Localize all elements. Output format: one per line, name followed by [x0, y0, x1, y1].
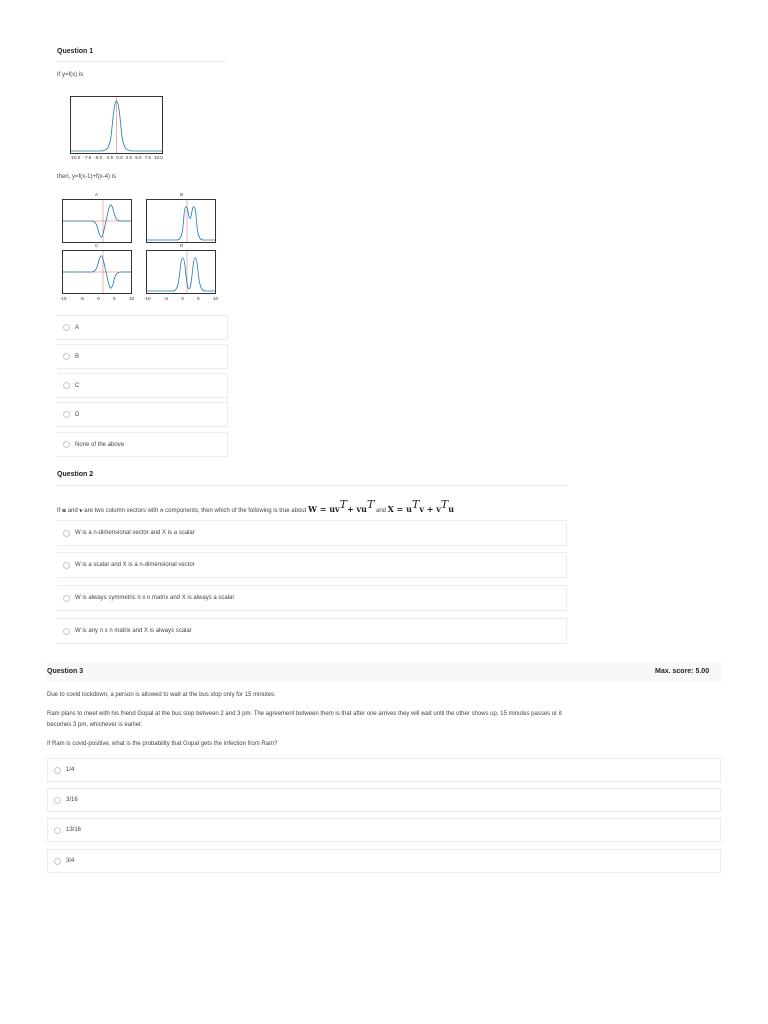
- prompt-text: and: [375, 508, 386, 514]
- plot-label-a: A: [95, 192, 99, 197]
- plot-label-d: D: [180, 243, 184, 248]
- tick-label: 10.0: [154, 155, 163, 160]
- radio-icon[interactable]: [63, 562, 70, 569]
- question-3-para-2a: Ram plans to meet with his friend Gopal at the bus stop between 2 and 3 pm. The agreement between them is that after one arrives they will wait until the other shows up, 15 minutes passes or it: [47, 711, 562, 717]
- option-label: A: [75, 324, 80, 331]
- option-label: W is a scalar and X is a n-dimensional vector: [75, 562, 195, 568]
- max-score: Max. score: 5.00: [655, 668, 710, 675]
- radio-icon[interactable]: [63, 382, 70, 389]
- question-2-title: Question 2: [57, 471, 94, 478]
- prompt-text: are two column vectors with: [84, 508, 159, 514]
- math-text: W = uv: [307, 504, 340, 514]
- math-text: X = u: [387, 504, 412, 514]
- radio-icon[interactable]: [63, 441, 70, 448]
- plot-b-curve: [147, 207, 215, 240]
- option-label: 13/16: [66, 827, 82, 833]
- tick-label: 0: [97, 296, 100, 301]
- tick-label: 2.5: [125, 155, 133, 160]
- plot-d-curve: [147, 258, 215, 291]
- question-2-prompt: [57, 495, 454, 521]
- option-label: W is always symmetric n x n matrix and X is always a scalar: [75, 595, 235, 601]
- q1-option-d[interactable]: [57, 402, 228, 427]
- option-label: B: [75, 353, 80, 360]
- q1-option-a[interactable]: [57, 315, 228, 340]
- plot-a: [62, 199, 132, 243]
- plot-c-x-ticks: [60, 296, 134, 301]
- tick-label: -5: [163, 296, 168, 301]
- tick-label: 10: [128, 296, 134, 301]
- option-label: C: [75, 382, 80, 389]
- tick-label: 5.0: [135, 155, 142, 160]
- q3-option-1[interactable]: [47, 758, 721, 782]
- radio-icon[interactable]: [63, 324, 70, 331]
- question-1-then: then, y=f(x-1)+f(x-4) is: [57, 174, 117, 180]
- math-text: v + v: [419, 504, 441, 514]
- tick-label: -10: [144, 296, 151, 301]
- math-v: v: [79, 508, 83, 514]
- divider: [57, 485, 567, 486]
- option-label: 3/4: [66, 858, 75, 864]
- radio-icon[interactable]: [63, 530, 70, 537]
- q1-option-b[interactable]: [57, 344, 228, 369]
- math-u: u: [62, 508, 67, 514]
- prompt-text: If: [57, 508, 61, 514]
- prompt-text: components, then which of the following is true about: [165, 508, 307, 514]
- q1-option-none[interactable]: [57, 432, 228, 457]
- plot-b: [146, 199, 216, 243]
- question-3-para-1: Due to covid lockdown, a person is allowed to wait at the bus stop only for 15 minutes.: [47, 692, 276, 698]
- question-3-title: Question 3: [47, 668, 84, 675]
- option-label: None of the above: [75, 441, 125, 448]
- q2-option-2[interactable]: [57, 552, 567, 578]
- q3-option-2[interactable]: [47, 788, 721, 812]
- tick-label: -10: [60, 296, 67, 301]
- radio-icon[interactable]: [63, 411, 70, 418]
- plot-d-x-ticks: [144, 296, 218, 301]
- divider: [57, 61, 227, 62]
- option-label: 1/4: [66, 767, 75, 773]
- option-label: D: [75, 411, 80, 418]
- radio-icon[interactable]: [54, 767, 61, 774]
- q2-option-4[interactable]: [57, 618, 567, 644]
- option-label: W is a n-dimensional vector and X is a scalar: [75, 530, 195, 536]
- tick-label: 0.0: [116, 155, 123, 160]
- radio-icon[interactable]: [63, 628, 70, 635]
- radio-icon[interactable]: [54, 797, 61, 804]
- fx-x-ticks: [70, 155, 163, 160]
- tick-label: 0: [181, 296, 184, 301]
- plot-label-c: C: [95, 243, 99, 248]
- math-sup: T: [366, 498, 375, 511]
- tick-label: -5.0: [94, 155, 103, 160]
- math-w-expression: [307, 498, 375, 514]
- radio-icon[interactable]: [54, 858, 61, 865]
- radio-icon[interactable]: [54, 827, 61, 834]
- tick-label: -2.5: [105, 155, 114, 160]
- q2-option-3[interactable]: [57, 585, 567, 611]
- radio-icon[interactable]: [63, 353, 70, 360]
- option-label: W is any n x n matrix and X is always scalar: [75, 628, 192, 634]
- tick-label: -10.0: [70, 155, 81, 160]
- math-sup: T: [440, 498, 449, 511]
- tick-label: 5: [197, 296, 200, 301]
- radio-icon[interactable]: [63, 595, 70, 602]
- tick-label: 7.5: [144, 155, 151, 160]
- tick-label: -5: [79, 296, 84, 301]
- q3-option-3[interactable]: [47, 818, 721, 842]
- math-text: + vu: [347, 504, 367, 514]
- fx-plot: [70, 96, 163, 154]
- plot-label-b: B: [180, 192, 184, 197]
- math-n: n: [159, 508, 164, 514]
- q1-option-c[interactable]: [57, 373, 228, 398]
- question-1-intro: If y=f(x) is: [57, 72, 84, 78]
- math-sup: T: [411, 498, 420, 511]
- tick-label: -7.5: [83, 155, 92, 160]
- math-x-expression: [387, 498, 455, 514]
- question-3-para-2b: becomes 3 pm, whichever is earlier.: [47, 722, 143, 728]
- question-1-title: Question 1: [57, 48, 94, 55]
- prompt-text: and: [67, 508, 78, 514]
- math-text: u: [448, 504, 455, 514]
- question-3-header: [47, 662, 721, 682]
- math-sup: T: [339, 498, 348, 511]
- q2-option-1[interactable]: [57, 520, 567, 546]
- option-label: 3/16: [66, 797, 78, 803]
- tick-label: 5: [113, 296, 116, 301]
- question-3-para-3: If Ram is covid-positive, what is the probability that Gopal gets the infection from Ram?: [47, 741, 278, 747]
- q3-option-4[interactable]: [47, 849, 721, 873]
- plot-d: [146, 250, 216, 294]
- tick-label: 10: [212, 296, 218, 301]
- plot-c: [62, 250, 132, 294]
